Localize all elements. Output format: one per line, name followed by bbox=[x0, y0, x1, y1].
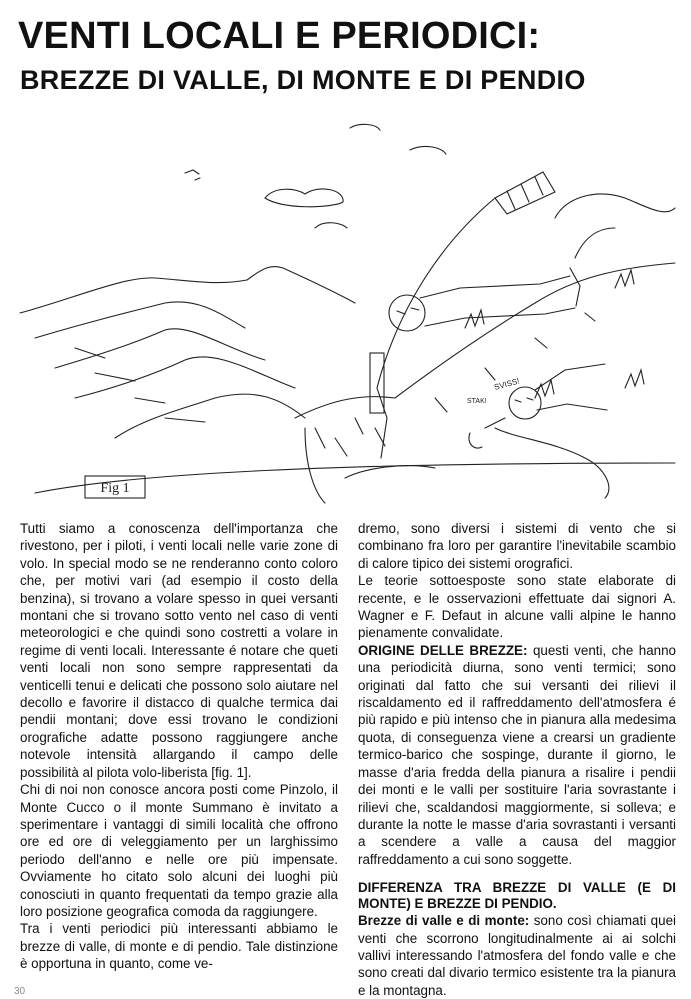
figure-label: Fig 1 bbox=[100, 481, 130, 496]
section-heading: DIFFERENZA TRA BREZZE DI VALLE (E DI MONTE) E BREZZE DI PENDIO. bbox=[358, 880, 676, 912]
page-title: VENTI LOCALI E PERIODICI: bbox=[18, 15, 541, 57]
paragraph: Le teorie sottoesposte sono state elaborate di recente, e le osservazioni effettuate dai signori A. Wagner e F. Defaut in alcune valli alpine le hanno pienamente convalidate. bbox=[358, 573, 676, 641]
sound-text-stak: STAK! bbox=[467, 398, 487, 405]
page-number: 30 bbox=[14, 986, 26, 997]
left-column bbox=[20, 520, 338, 973]
sound-text-sviss: SVISS! bbox=[493, 376, 521, 392]
paragraph-text: sono così chiamati quei venti che scorrono longitudinalmente ai ai solchi vallivi interessando l'atmosfera del fondo valle e che sono creati dal divario termico esistente tra la pianura e la montagna. bbox=[358, 913, 676, 998]
paragraph: Tra i venti periodici più interessanti abbiamo le brezze di valle, di monte e di pendio. Tale distinzione è opportuna in quanto, come ve- bbox=[20, 921, 338, 972]
paragraph bbox=[358, 912, 676, 999]
paragraph: dremo, sono diversi i sistemi di vento che si combinano fra loro per garantire l'inevitabile scambio di calore tipico dei sistemi orografici. bbox=[358, 521, 676, 571]
paragraph-text: questi venti, che hanno una periodicità diurna, sono venti termici; sono originati dal fatto che sui versanti dei rilievi il riscaldamento ed il raffreddamento dell'atmosfera é più rapido e più intenso che in pianura alla medesima quota, di conseguenza viene a crearsi un gradiente termico-barico che sospinge, durante il giorno, le masse d'aria fredda della pianura a risalire i pendii dei monti e le valli per sostituire l'aria sovrastante i rilievi che, scaldandosi maggiormente, si solleva; e durante la notte le masse d'aria sovrastanti i versanti a scendere a valle a causa del maggior raffreddamento a cui sono soggette. bbox=[358, 642, 676, 867]
right-column bbox=[358, 520, 676, 999]
paragraph: Tutti siamo a conoscenza dell'importanza che rivestono, per i piloti, i venti locali nelle varie zone di volo. In special modo se ne renderanno conto coloro che, per motivi vari (ad esempio il costo della benzina), si trovano a volare spesso in quei versanti montani che si trovano sotto vento nel caso di venti meteorologici e che quindi sono costretti a volare in regime di venti locali. Interessante é notare che queti venti locali non sono sempre rappresentati da venticelli tenui e delicati che possono solo aiutare nel decollo e favorire il distacco di qualche termica dai pendii montani; dove essi trovano le condizioni orografiche adatte possono raggiungere anche notevole intensità allargando il campo delle possibilità al pilota volo-liberista [fig. 1]. bbox=[20, 521, 338, 780]
paragraph: Chi di noi non conosce ancora posti come Pinzolo, il Monte Cucco o il monte Summano è invitato a sperimentare i vantaggi di simili località che offrono ore ed ore di veleggiamento per un larghissimo periodo dell'anno e nelle ore più impensate. Ovviamente ho citato solo alcuni dei luoghi più conosciuti in quanto frequentati da tempo grazie alla loro posizione geografica comoda da raggiungere. bbox=[20, 782, 338, 919]
paragraph bbox=[358, 642, 676, 868]
illustration-figure-1 bbox=[15, 98, 680, 508]
section-heading-inline: Brezze di valle e di monte: bbox=[358, 913, 530, 929]
section-heading-inline: ORIGINE DELLE BREZZE: bbox=[358, 642, 528, 658]
page-subtitle: BREZZE DI VALLE, DI MONTE E DI PENDIO bbox=[20, 65, 586, 95]
